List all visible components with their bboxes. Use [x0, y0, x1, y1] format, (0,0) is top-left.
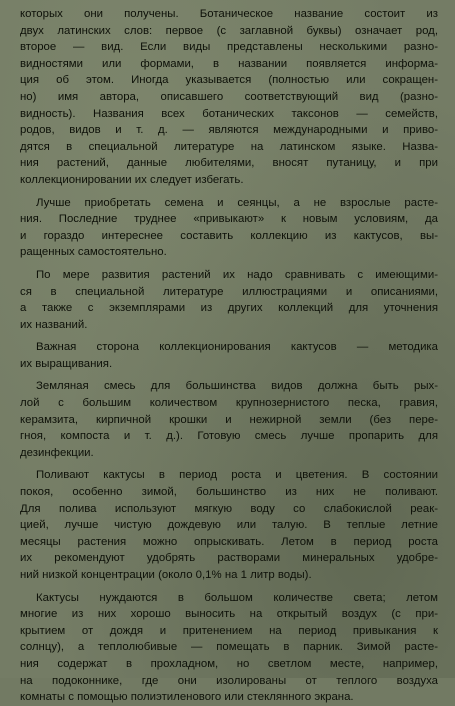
paragraph — [20, 6, 438, 189]
text-line: Для полива используют мягкую воду со слабокислой реак- — [20, 502, 438, 515]
text-line: видностями или формами, в названии появляется информа- — [20, 57, 438, 70]
text-line: лой с большим количеством крупнозернистого песка, гравия, — [20, 397, 438, 410]
text-line: ний низкой концентрации (около 0,1% на 1 литр воды). — [20, 569, 312, 581]
text-line: их названий. — [20, 318, 88, 331]
text-line: ращенных самостоятельно. — [20, 246, 167, 259]
paragraph — [20, 467, 438, 583]
text-line: родов, видов и т. д. — являются международными и приво- — [20, 124, 438, 137]
paragraph — [20, 590, 438, 706]
text-line: многие из них хорошо выносить на открытый воздух (с при- — [20, 608, 438, 621]
text-line: а также с экземплярами из других коллекций для уточнения — [20, 302, 438, 315]
paragraph — [20, 339, 438, 372]
text-line: гноя, компоста и т. д.). Готовую смесь лучше пропарить для — [20, 430, 438, 443]
paragraph — [20, 267, 438, 333]
text-line: их рекомендуют удобрять растворами минеральных удобре- — [20, 552, 438, 565]
text-line: ния содержат в прохладном, но светлом месте, например, — [20, 657, 438, 670]
text-line: керамзита, кирпичной крошки и нежирной земли (без пере- — [20, 413, 438, 426]
text-line: По мере развития растений их надо сравнивать с имеющими- — [36, 268, 438, 281]
text-body — [20, 6, 438, 706]
text-line: на подоконнике, где они изолированы от теплого воздуха — [20, 674, 438, 687]
text-line: коллекционировании их следует избегать. — [20, 173, 244, 186]
text-line: но) имя автора, описавшего соответствующий вид (разно- — [20, 90, 438, 103]
text-line: дятся в специальной литературе на латинском языке. Назва- — [20, 140, 438, 153]
text-line: ния. Последние труднее «привыкают» к новым условиям, да — [20, 213, 438, 226]
text-line: их выращивания. — [20, 357, 113, 370]
text-line: месяцы растения можно опрыскивать. Летом в период роста — [20, 535, 438, 548]
text-line: и гораздо интереснее составить коллекцию из кактусов, вы- — [20, 229, 438, 242]
text-line: ния растений, данные любителями, вносят путаницу, и при — [20, 157, 438, 170]
text-line: Лучше приобретать семена и сеянцы, а не взрослые расте- — [36, 196, 438, 209]
text-line: крытием от дождя и притенением на период привыкания к — [20, 624, 438, 637]
text-line: цией, лучше чистую дождевую или талую. В теплые летние — [20, 519, 438, 532]
paragraph — [20, 195, 438, 261]
text-line: Земляная смесь для большинства видов должна быть рых- — [36, 380, 438, 393]
paragraph — [20, 378, 438, 461]
text-line: дезинфекции. — [20, 446, 94, 459]
text-line: видность). Названия всех ботанических таксонов — семейств, — [20, 107, 438, 120]
text-line: второе — вид. Если виды представлены несколькими разно- — [20, 41, 438, 54]
text-line: которых они получены. Ботаническое название состоит из — [20, 8, 438, 20]
text-line: Важная сторона коллекционирования кактусов — методика — [36, 341, 438, 354]
text-line: ся в специальной литературе иллюстрациями и описаниями, — [20, 285, 438, 298]
text-line: Поливают кактусы в период роста и цветения. В состоянии — [36, 469, 438, 482]
text-line: солнцу), а теплолюбивые — помещать в парник. Зимой расте- — [20, 641, 438, 654]
text-line: Кактусы нуждаются в большом количестве света; летом — [36, 591, 438, 604]
text-line: двух латинских слов: первое (с заглавной буквы) означает род, — [20, 24, 438, 37]
text-line: ция об этом. Иногда указывается (полностью или сокращен- — [20, 74, 438, 87]
text-line: комнаты с помощью полиэтиленового или стеклянного экрана. — [20, 691, 354, 704]
text-line: покоя, особенно зимой, большинство из них не поливают. — [20, 486, 438, 499]
